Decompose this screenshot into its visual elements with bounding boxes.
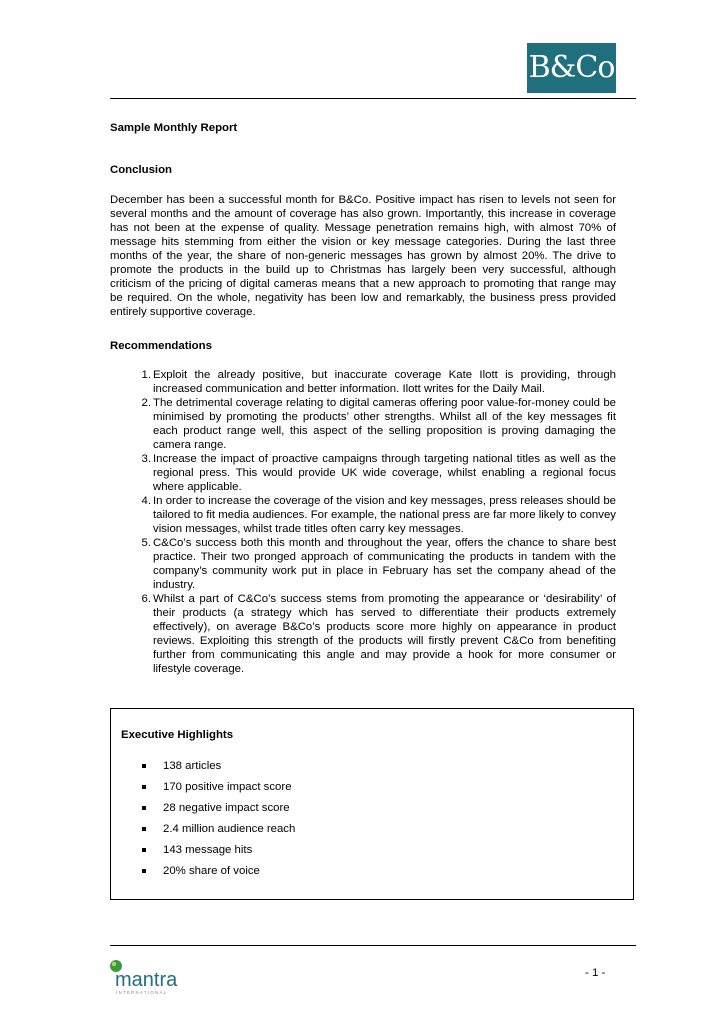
recommendations-heading: Recommendations bbox=[110, 340, 212, 352]
footer-divider bbox=[110, 945, 636, 946]
recommendation-number: 2. bbox=[141, 397, 151, 409]
recommendation-item bbox=[110, 396, 616, 452]
recommendation-text: The detrimental coverage relating to digital cameras offering poor value-for-money could be minimised by promoting the products’ other strengths. Whilst all of the key messages fit each product range well, this aspect of the selling proposition is proving damaging the camera range. bbox=[153, 397, 616, 451]
mantra-logo-subtext: INTERNATIONAL bbox=[116, 990, 168, 995]
conclusion-paragraph: December has been a successful month for B&Co. Positive impact has risen to levels not seen for several months and the amount of coverage has also grown. Importantly, this increase in coverage has not been at the expense of quality. Message penetration remains high, with almost 70% of message hits stemming from either the vision or key message categories. During the last three months of the year, the share of non-generic messages has grown by almost 20%. The drive to promote the products in the build up to Christmas has largely been very successful, although criticism of the pricing of digital cameras means that a new approach to promoting that range may be required. On the whole, negativity has been low and remarkably, the business press provided entirely supportive coverage. bbox=[110, 194, 616, 318]
recommendation-item bbox=[110, 536, 616, 592]
report-body bbox=[110, 121, 616, 676]
recommendation-text: Whilst a part of C&Co’s success stems from promoting the appearance or ‘desirability’ of their products (a strategy which has served to differentiate their products extremely effectively), on average B&Co’s products score more highly on appearance in product reviews. Exploiting this strength of the products will firstly prevent C&Co from benefiting further from communicating this angle and may provide a hook for more consumer or lifestyle coverage. bbox=[153, 593, 616, 675]
recommendation-item bbox=[110, 368, 616, 396]
highlight-item: 2.4 million audience reach bbox=[111, 822, 295, 843]
highlight-item: 143 message hits bbox=[111, 843, 295, 864]
recommendation-item bbox=[110, 592, 616, 676]
header-divider bbox=[110, 98, 636, 99]
conclusion-heading: Conclusion bbox=[110, 164, 173, 176]
highlight-item: 20% share of voice bbox=[111, 864, 295, 885]
executive-highlights-heading: Executive Highlights bbox=[121, 729, 234, 741]
highlight-item: 28 negative impact score bbox=[111, 801, 295, 822]
recommendation-number: 1. bbox=[141, 369, 151, 381]
page-number: - 1 - bbox=[585, 967, 606, 979]
recommendation-number: 4. bbox=[141, 495, 151, 507]
recommendation-item bbox=[110, 494, 616, 536]
highlights-list bbox=[111, 759, 295, 885]
recommendation-text: C&Co’s success both this month and throughout the year, offers the chance to share best practice. Their two pronged approach of communicating the products in tandem with the company’s community work put in place in February has set the company ahead of the industry. bbox=[153, 537, 616, 591]
bco-logo bbox=[527, 43, 616, 93]
mantra-logo-text: mantra bbox=[115, 969, 178, 991]
mantra-logo bbox=[108, 956, 188, 996]
recommendation-text: Increase the impact of proactive campaigns through targeting national titles as well as the regional press. This would provide UK wide coverage, whilst enabling a regional focus where applicable. bbox=[153, 453, 616, 493]
recommendation-text: In order to increase the coverage of the vision and key messages, press releases should be tailored to fit media audiences. For example, the national press are far more likely to convey vision messages, whilst trade titles often carry key messages. bbox=[153, 495, 616, 535]
highlight-item: 138 articles bbox=[111, 759, 295, 780]
recommendation-item bbox=[110, 452, 616, 494]
recommendations-list bbox=[110, 368, 616, 676]
highlight-item: 170 positive impact score bbox=[111, 780, 295, 801]
recommendation-text: Exploit the already positive, but inaccurate coverage Kate Ilott is providing, through increased communication and better information. Ilott writes for the Daily Mail. bbox=[153, 369, 616, 395]
recommendation-number: 3. bbox=[141, 453, 151, 465]
mantra-logo-highlight bbox=[112, 962, 116, 966]
recommendation-number: 5. bbox=[141, 537, 151, 549]
recommendation-number: 6. bbox=[141, 593, 151, 605]
executive-highlights-box bbox=[110, 708, 634, 900]
report-title: Sample Monthly Report bbox=[110, 122, 238, 134]
bco-logo-text: B&Co bbox=[528, 50, 615, 85]
